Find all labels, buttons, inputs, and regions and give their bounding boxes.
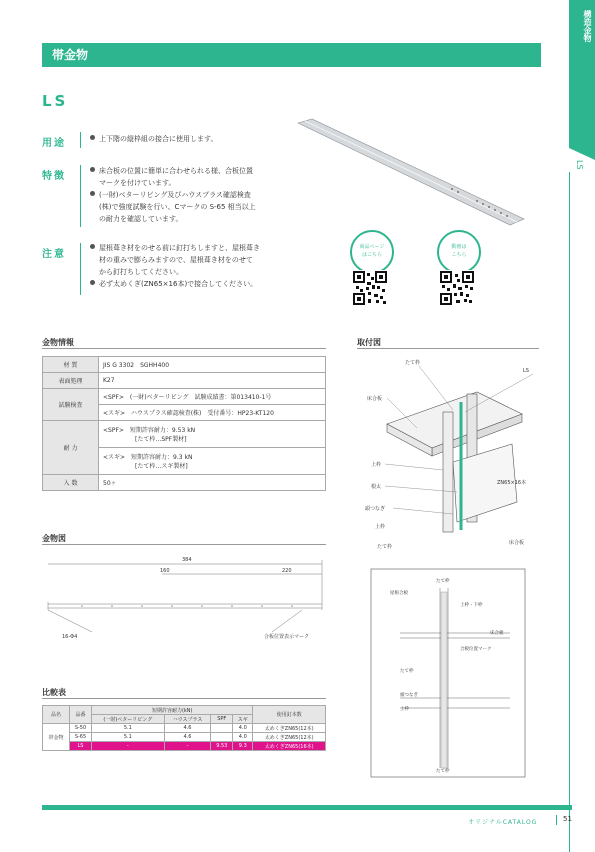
cell: 4.6 <box>164 724 211 733</box>
badge-label: 商品ページ <box>359 244 385 250</box>
use-text <box>90 133 320 145</box>
mount-label: たて枠 <box>405 360 421 366</box>
cell: 太めくぎZN65(12本) <box>253 724 326 733</box>
col-header: 短期許容耐力(kN) <box>92 706 253 715</box>
footer-bar <box>42 805 572 810</box>
detail-diagram <box>370 568 526 778</box>
cell: S-50 <box>69 724 91 733</box>
caution-line: 材の重みで膨らみますので、屋根葺き材をのせて <box>99 256 253 264</box>
mount-label: 頭つなぎ <box>365 506 386 512</box>
col-header: 使用釘本数 <box>253 706 326 724</box>
caution-line: から釘打ちしてください。 <box>99 268 183 276</box>
side-tab-code: LS <box>575 160 584 170</box>
cell <box>211 733 233 742</box>
features-text <box>90 165 322 225</box>
side-tab-notch <box>569 148 595 160</box>
compare-table <box>42 705 326 751</box>
mount-label: 床合板 <box>509 540 525 546</box>
cell: 5.1 <box>92 733 165 742</box>
bullet-icon <box>90 280 95 285</box>
mount-label: 根太 <box>371 484 382 490</box>
table-row-highlight <box>43 742 326 751</box>
table-row <box>43 724 326 733</box>
cell: 帯金物 <box>43 724 70 751</box>
badge-label: こちら <box>451 252 467 258</box>
detail-label: 頭つなぎ <box>400 693 418 698</box>
use-line: 上下階の縦枠組の接合に使用します。 <box>99 135 218 143</box>
metal-drawing <box>42 552 328 642</box>
compare-heading: 比較表 <box>42 688 66 697</box>
col-header: 品番 <box>69 706 91 724</box>
caution-heading: 注意 <box>42 249 66 260</box>
cell: 4.0 <box>233 733 253 742</box>
info-label: 材 質 <box>43 357 99 373</box>
strength-note: [たて枠…SPF製材] <box>135 436 187 443</box>
cell: 9.53 <box>211 742 233 751</box>
compare-rule <box>42 698 326 699</box>
dim-label: 220 <box>282 568 292 574</box>
dim-label: 384 <box>182 557 192 563</box>
features-line: (株)で強度試験を行い、Cマークの S-65 相当以上 <box>99 203 256 211</box>
cell: 太めくぎZN65(16本) <box>253 742 326 751</box>
info-value: K27 <box>99 373 326 389</box>
col-header: ハウスプラス <box>164 715 211 724</box>
table-row <box>43 733 326 742</box>
info-label: 表面処理 <box>43 373 99 389</box>
cell: 4.0 <box>233 724 253 733</box>
info-heading: 金物情報 <box>42 338 74 347</box>
mounting-heading: 取付図 <box>357 338 381 347</box>
bullet-icon <box>90 244 95 249</box>
caution-line: 屋根葺き材をのせる前に釘打ちしますと、屋根葺き <box>99 244 260 252</box>
detail-label: 屋根合板 <box>390 591 408 596</box>
footer-catalog: オリジナルCATALOG <box>468 819 538 826</box>
features-line: の耐力を確認しています。 <box>99 215 183 223</box>
mount-label: ZN65×16本 <box>497 480 527 486</box>
info-label: 耐 力 <box>43 421 99 475</box>
features-heading: 特徴 <box>42 171 66 182</box>
caution-text <box>90 242 322 290</box>
info-value <box>99 448 326 475</box>
info-value: JIS G 3302 SGHH400 <box>99 357 326 373</box>
info-value: 50ヶ <box>99 475 326 491</box>
page-number: 51 <box>563 815 572 823</box>
mounting-diagram <box>357 352 539 552</box>
info-label: 入 数 <box>43 475 99 491</box>
cell: 太めくぎZN65(12本) <box>253 733 326 742</box>
product-page-badge[interactable] <box>350 230 394 274</box>
cell: - <box>164 742 211 751</box>
video-badge[interactable] <box>437 230 481 274</box>
bullet-icon <box>90 135 95 140</box>
cell: LS <box>69 742 91 751</box>
cell <box>211 724 233 733</box>
strength-line: <SPF> 短期許容耐力：9.53 kN <box>103 427 196 434</box>
info-table <box>42 356 326 491</box>
mount-label: たて枠 <box>377 544 393 550</box>
detail-label: たて枠 <box>436 769 450 774</box>
cell: S-65 <box>69 733 91 742</box>
col-header: SPF <box>211 715 233 724</box>
detail-label: 合板位置マーク <box>460 647 492 652</box>
mount-label: 上枠 <box>371 462 382 468</box>
detail-label: たて枠 <box>436 579 450 584</box>
strength-line: <スギ> 短期許容耐力：9.3 kN <box>103 454 193 461</box>
info-rule <box>42 348 326 349</box>
badge-label: 動画は <box>451 244 467 250</box>
info-value: <スギ> ハウスプラス確認検査(株) 受付番号：HP23-KT120 <box>99 405 326 421</box>
caution-line: 必ず太めくぎ(ZN65×16本)で接合してください。 <box>99 280 258 288</box>
side-tab-label: 構造金物 <box>583 10 592 42</box>
dim-label: 160 <box>160 568 170 574</box>
col-header: (一財)ベターリビング <box>92 715 165 724</box>
features-line: (一財)ベターリビング及びハウスプラス確認検査 <box>99 191 251 199</box>
detail-label: 上枠 <box>400 707 409 712</box>
category-band <box>42 43 541 67</box>
features-divider <box>80 165 81 227</box>
footer-separator <box>556 815 557 825</box>
cell: 4.6 <box>164 733 211 742</box>
caution-divider <box>80 243 81 295</box>
cell: 5.1 <box>92 724 165 733</box>
cell: 9.3 <box>233 742 253 751</box>
col-header: スギ <box>233 715 253 724</box>
features-line: 床合板の位置に簡単に合わせられる様、合板位置 <box>99 167 253 175</box>
col-header: 品名 <box>43 706 70 724</box>
detail-label: たて枠 <box>400 669 414 674</box>
use-heading: 用途 <box>42 138 66 149</box>
info-value <box>99 421 326 448</box>
drawing-note: 合板位置表示マーク <box>264 634 310 640</box>
cell: - <box>92 742 165 751</box>
drawing-rule <box>42 544 326 545</box>
detail-label: 床合板 <box>490 631 504 636</box>
badge-label: はこちら <box>361 252 382 258</box>
use-divider <box>80 132 81 148</box>
features-line: マークを付けています。 <box>99 179 176 187</box>
bullet-icon <box>90 191 95 196</box>
mounting-rule <box>357 348 539 349</box>
product-page-qr-icon[interactable] <box>352 270 388 306</box>
drawing-note: 16-Φ4 <box>62 634 78 640</box>
category-title: 帯金物 <box>52 48 89 62</box>
mount-label: 床合板 <box>367 396 383 402</box>
mount-label: LS <box>523 368 529 374</box>
mount-label: 上枠 <box>375 524 386 530</box>
product-photo <box>292 115 532 235</box>
product-name: LS <box>42 92 69 110</box>
info-value: <SPF> (一財)ベターリビング 試験成績書：第013410-1号 <box>99 389 326 405</box>
detail-label: 上枠・下枠 <box>460 603 483 608</box>
info-label: 試験検査 <box>43 389 99 421</box>
strength-note: [たて枠…スギ製材] <box>135 463 188 470</box>
bullet-icon <box>90 167 95 172</box>
video-qr-icon[interactable] <box>439 270 475 306</box>
side-divider <box>569 172 570 852</box>
drawing-heading: 金物図 <box>42 534 66 543</box>
